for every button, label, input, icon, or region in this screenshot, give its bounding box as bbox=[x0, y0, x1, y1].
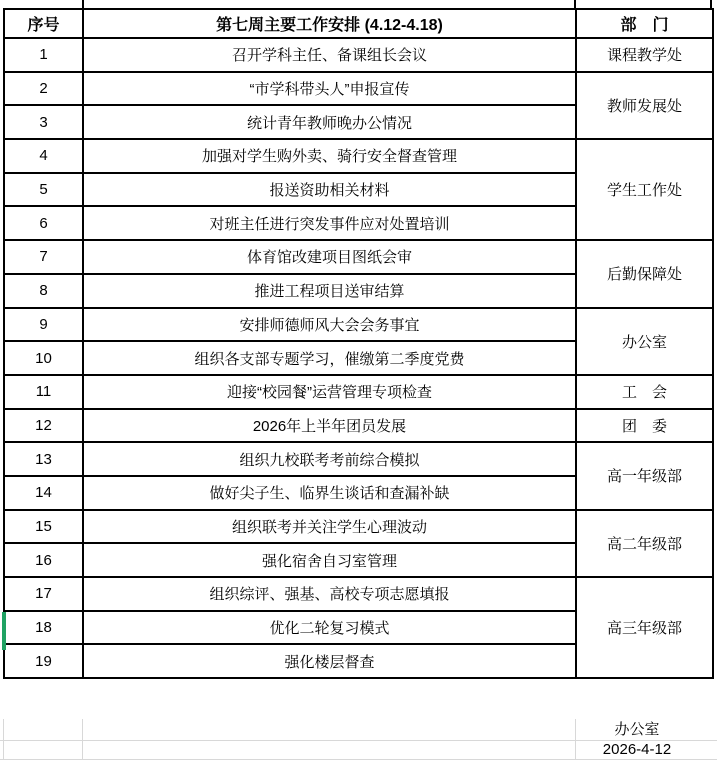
header-cell-title[interactable]: 第七周主要工作安排 (4.12-4.18) bbox=[83, 9, 576, 38]
table-row bbox=[4, 139, 713, 173]
cell-row-number[interactable]: 5 bbox=[4, 173, 83, 207]
cell-row-number[interactable]: 17 bbox=[4, 577, 83, 611]
footer-gridline-vertical bbox=[3, 719, 4, 760]
table-row bbox=[4, 510, 713, 544]
cell-row-number[interactable]: 4 bbox=[4, 139, 83, 173]
cell-department[interactable]: 后勤保障处 bbox=[576, 240, 713, 307]
cell-department[interactable]: 工 会 bbox=[576, 375, 713, 409]
cell-task[interactable]: 加强对学生购外卖、骑行安全督查管理 bbox=[83, 139, 576, 173]
cell-department[interactable]: 课程教学处 bbox=[576, 38, 713, 72]
cell-row-number[interactable]: 18 bbox=[4, 611, 83, 645]
footer-org-cell[interactable]: 办公室 bbox=[614, 721, 660, 738]
cell-row-number[interactable]: 9 bbox=[4, 308, 83, 342]
table-row bbox=[4, 308, 713, 342]
cell-department[interactable]: 教师发展处 bbox=[576, 72, 713, 139]
cell-row-number[interactable]: 7 bbox=[4, 240, 83, 274]
cell-task[interactable]: 体育馆改建项目图纸会审 bbox=[83, 240, 576, 274]
cell-task[interactable]: 对班主任进行突发事件应对处置培训 bbox=[83, 206, 576, 240]
cell-task[interactable]: 统计青年教师晚办公情况 bbox=[83, 105, 576, 139]
cell-task[interactable]: 报送资助相关材料 bbox=[83, 173, 576, 207]
header-cell-no[interactable]: 序号 bbox=[4, 9, 83, 38]
cell-task[interactable]: 2026年上半年团员发展 bbox=[83, 409, 576, 443]
cell-row-number[interactable]: 11 bbox=[4, 375, 83, 409]
cell-task[interactable]: “市学科带头人”申报宣传 bbox=[83, 72, 576, 106]
cell-task[interactable]: 做好尖子生、临界生谈话和查漏补缺 bbox=[83, 476, 576, 510]
table-row bbox=[4, 38, 713, 72]
cell-row-number[interactable]: 10 bbox=[4, 341, 83, 375]
cell-row-number[interactable]: 12 bbox=[4, 409, 83, 443]
table-row bbox=[4, 442, 713, 476]
cell-task[interactable]: 迎接“校园餐”运营管理专项检查 bbox=[83, 375, 576, 409]
cell-department[interactable]: 学生工作处 bbox=[576, 139, 713, 240]
table-row bbox=[4, 409, 713, 443]
footer-date-cell[interactable]: 2026-4-12 bbox=[602, 741, 672, 758]
cell-row-number[interactable]: 2 bbox=[4, 72, 83, 106]
cell-row-number[interactable]: 16 bbox=[4, 543, 83, 577]
table-row bbox=[4, 375, 713, 409]
footer-gridline-horizontal bbox=[0, 759, 717, 760]
table-row bbox=[4, 577, 713, 611]
cell-row-number[interactable]: 6 bbox=[4, 206, 83, 240]
header-cell-dept[interactable]: 部 门 bbox=[576, 9, 713, 38]
table-row bbox=[4, 240, 713, 274]
cell-task[interactable]: 安排师德师风大会会务事宜 bbox=[83, 308, 576, 342]
cell-department[interactable]: 办公室 bbox=[576, 308, 713, 375]
cell-row-number[interactable]: 19 bbox=[4, 644, 83, 678]
cell-department[interactable]: 高一年级部 bbox=[576, 442, 713, 509]
cell-task[interactable]: 组织综评、强基、高校专项志愿填报 bbox=[83, 577, 576, 611]
schedule-body bbox=[4, 38, 713, 678]
cell-row-number[interactable]: 13 bbox=[4, 442, 83, 476]
cell-row-number[interactable]: 3 bbox=[4, 105, 83, 139]
footer-gridline-vertical bbox=[82, 719, 83, 760]
cell-task[interactable]: 强化楼层督查 bbox=[83, 644, 576, 678]
cell-department[interactable]: 团 委 bbox=[576, 409, 713, 443]
cell-task[interactable]: 推进工程项目送审结算 bbox=[83, 274, 576, 308]
cell-task[interactable]: 召开学科主任、备课组长会议 bbox=[83, 38, 576, 72]
cell-row-number[interactable]: 15 bbox=[4, 510, 83, 544]
active-cell-indicator bbox=[2, 612, 6, 650]
cell-task[interactable]: 组织九校联考考前综合模拟 bbox=[83, 442, 576, 476]
cell-row-number[interactable]: 14 bbox=[4, 476, 83, 510]
cell-row-number[interactable]: 1 bbox=[4, 38, 83, 72]
cell-row-number[interactable]: 8 bbox=[4, 274, 83, 308]
cell-task[interactable]: 组织联考并关注学生心理波动 bbox=[83, 510, 576, 544]
weekly-schedule-table bbox=[3, 8, 714, 679]
cell-department[interactable]: 高三年级部 bbox=[576, 577, 713, 678]
cell-task[interactable]: 优化二轮复习模式 bbox=[83, 611, 576, 645]
table-row bbox=[4, 72, 713, 106]
cell-task[interactable]: 强化宿舍自习室管理 bbox=[83, 543, 576, 577]
cell-department[interactable]: 高二年级部 bbox=[576, 510, 713, 577]
cell-task[interactable]: 组织各支部专题学习，催缴第二季度党费 bbox=[83, 341, 576, 375]
header-row bbox=[4, 9, 713, 38]
